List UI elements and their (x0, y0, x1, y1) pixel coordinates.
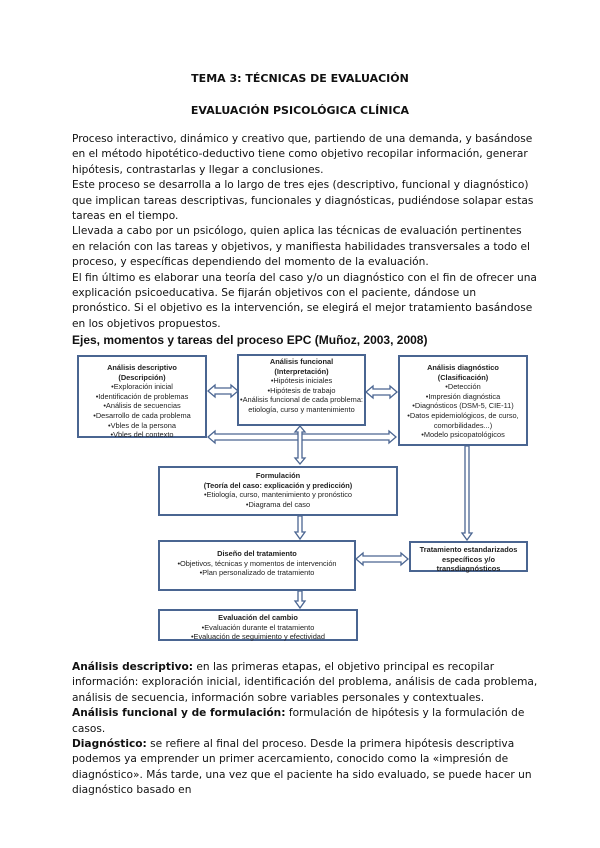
box-item: •Desarrollo de cada problema (93, 410, 191, 420)
double-arrow (208, 385, 238, 397)
box-item: •Vbles del contexto (110, 430, 174, 440)
box-item: •Impresión diagnóstica (425, 391, 501, 401)
box-diseno-tratamiento (158, 540, 356, 591)
box-item: •Diagrama del caso (245, 499, 311, 509)
paragraph: Este proceso se desarrolla a lo largo de tres ejes (descriptivo, funcional y diagnóstico) que implican tareas descriptivas, funcionales y diagnósticas, pudiéndose solapar estas tareas en el tiempo. (72, 179, 534, 223)
definition (72, 660, 538, 706)
box-item: •Vbles de la persona (108, 420, 176, 430)
down-arrow (295, 591, 305, 608)
double-arrow (366, 386, 397, 398)
box-subtitle: (Interpretación) (274, 366, 329, 376)
double-arrow (356, 553, 408, 565)
box-title: Evaluación del cambio (218, 613, 298, 622)
box-item: •Identificación de problemas (95, 391, 189, 401)
definition-term: Análisis descriptivo: (72, 661, 193, 673)
box-item: •Diagnósticos (DSM-5, CIE-11) (412, 401, 514, 411)
box-title: Análisis descriptivo (107, 363, 177, 372)
box-formulacion (158, 466, 398, 516)
box-subtitle: (Teoría del caso: explicación y predicción) (203, 480, 353, 490)
definition (72, 737, 538, 799)
box-analisis-funcional (237, 354, 366, 426)
double-arrow (295, 426, 305, 464)
down-arrow (462, 446, 472, 540)
box-item: •Datos epidemiológicos, de curso, comorbilidades...) (407, 410, 519, 430)
box-title: Formulación (255, 471, 301, 480)
paragraph: El fin último es elaborar una teoría del caso y/o un diagnóstico con el fin de ofrecer una explicación psicoeducativa. Se fijarán objetivos con el paciente, dándose un pronóstico. Si el objetivo es la intervención, se elegirá el mejor tratamiento basándose en los objetivos propuestos. (72, 271, 537, 330)
box-analisis-descriptivo (77, 355, 207, 438)
box-subtitle: (Descripción) (118, 372, 166, 382)
definition-text: se refiere al final del proceso. Desde la primera hipótesis descriptiva podemos ya emprender un primer acercamiento, conocido como la «impresión de diagnóstico». Más tarde, una vez que el paciente ha sido evaluado, se puede hacer un diagnóstico basado en (72, 738, 532, 797)
definition-text: formulación de hipótesis y la formulación de casos. (72, 707, 525, 735)
box-title: Diseño del tratamiento (217, 549, 297, 558)
box-subtitle: (Clasificación) (437, 372, 489, 382)
document-title: TEMA 3: TÉCNICAS DE EVALUACIÓN (191, 72, 409, 85)
box-item: •Análisis de secuencias (103, 401, 181, 411)
paragraph: Llevada a cabo por un psicólogo, quien aplica las técnicas de evaluación pertinentes en relación con las tareas y objetivos, y manifiesta habilidades transversales a todo el proceso, y específicas dependiendo del momento de la evaluación. (72, 225, 530, 269)
box-item: •Objetivos, técnicas y momentos de intervención (177, 558, 337, 568)
box-title: Análisis funcional (269, 357, 334, 366)
box-item: •Análisis funcional de cada problema: etiología, curso y mantenimiento (240, 395, 363, 414)
box-item: •Hipótesis iniciales (270, 376, 333, 386)
box-title: Análisis diagnóstico (427, 363, 499, 372)
box-analisis-diagnostico (398, 355, 528, 446)
paragraph: Proceso interactivo, dinámico y creativo que, partiendo de una demanda, y basándose en el método hipotético-deductivo tiene como objetivo recopilar información, generar hipótesis, contrastarlas y llegar a conclusiones. (72, 133, 533, 176)
box-item: •Plan personalizado de tratamiento (199, 568, 315, 578)
box-item: •Exploración inicial (111, 382, 173, 392)
diagram-title: Ejes, momentos y tareas del proceso EPC (Muñoz, 2003, 2008) (72, 333, 428, 347)
down-arrow (295, 516, 305, 539)
definition (72, 706, 538, 737)
box-item: •Modelo psicopatológicos (421, 430, 505, 440)
box-item: •Evaluación durante el tratamiento (201, 622, 315, 632)
box-item: •Detección (445, 382, 481, 392)
document-subtitle: EVALUACIÓN PSICOLÓGICA CLÍNICA (190, 104, 410, 117)
definition-term: Diagnóstico: (72, 738, 147, 751)
box-item: •Hipótesis de trabajo (267, 385, 336, 395)
box-title: Tratamiento estandarizados específicos y/o transdiagnósticos (419, 545, 518, 574)
box-item: •Etiología, curso, mantenimiento y pronóstico (203, 490, 352, 500)
definition-text: en las primeras etapas, el objetivo principal es recopilar información: exploración inicial, identificación del problema, análisis de cada problema, análisis de secuencia, información sobre variables personales y contextuales. (72, 661, 538, 704)
definition-term: Análisis funcional y de formulación: (72, 707, 286, 720)
box-tratamiento-estandarizado (409, 541, 528, 572)
definitions (72, 660, 538, 799)
box-evaluacion-cambio (158, 609, 358, 641)
box-item: •Evaluación de seguimiento y efectividad (190, 632, 326, 642)
